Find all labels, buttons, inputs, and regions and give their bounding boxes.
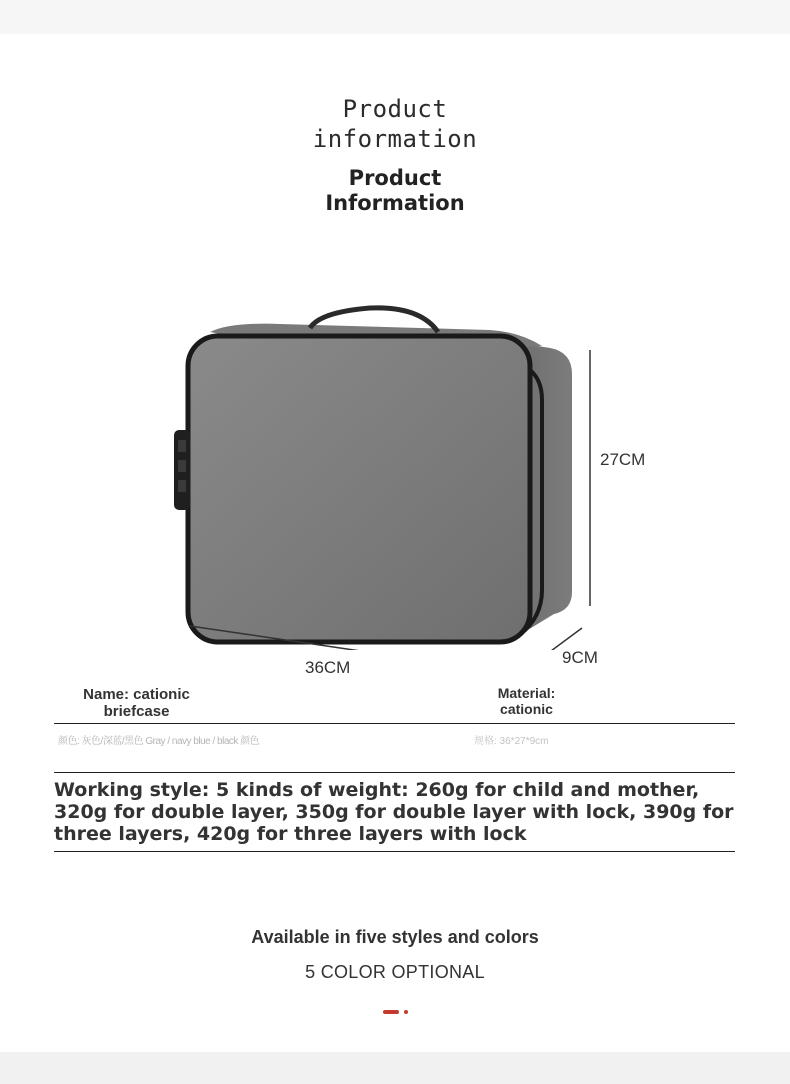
height-label: 27CM: [600, 450, 646, 469]
name-line-2: briefcase: [103, 703, 170, 720]
active-slide-dot[interactable]: [383, 1010, 399, 1014]
name-material-row: [54, 680, 735, 724]
briefcase-image: [170, 270, 610, 650]
available-text: Available in five styles and colors: [251, 927, 539, 947]
color-optional-text: 5 COLOR OPTIONAL: [305, 962, 485, 982]
faint-overlapped-row: [54, 730, 735, 746]
name-cell: [54, 686, 219, 720]
width-label: 36CM: [305, 658, 351, 677]
working-style-row: Working style: 5 kinds of weight: 260g for child and mother, 320g for double layer, 350g for double layer with lock, 390g for three layers, 420g for three layers with lock: [54, 772, 735, 852]
title-line-1: Product: [342, 95, 448, 123]
subtitle-line-2: Information: [325, 191, 465, 215]
material-line-1: Material:: [497, 685, 556, 701]
title-line-2: information: [312, 125, 478, 153]
material-line-2: cationic: [500, 701, 553, 717]
depth-dimension-line: [528, 628, 582, 650]
slide-dot[interactable]: [404, 1010, 408, 1014]
bottom-bar: [0, 1052, 790, 1084]
subtitle-line-1: Product: [348, 166, 442, 190]
name-line-1: Name: cationic: [83, 686, 190, 703]
bag-front-face: [188, 336, 530, 642]
faint-size-text: 规格: 36*27*9cm: [474, 736, 549, 747]
material-cell: [474, 685, 579, 717]
product-info-title: [0, 94, 790, 154]
faint-color-text: 颜色: 灰色/深蓝/黑色 Gray / navy blue / black 颜色: [58, 736, 260, 747]
product-info-table: [54, 680, 735, 852]
depth-label: 9CM: [562, 648, 598, 667]
product-info-subtitle: [0, 166, 790, 216]
